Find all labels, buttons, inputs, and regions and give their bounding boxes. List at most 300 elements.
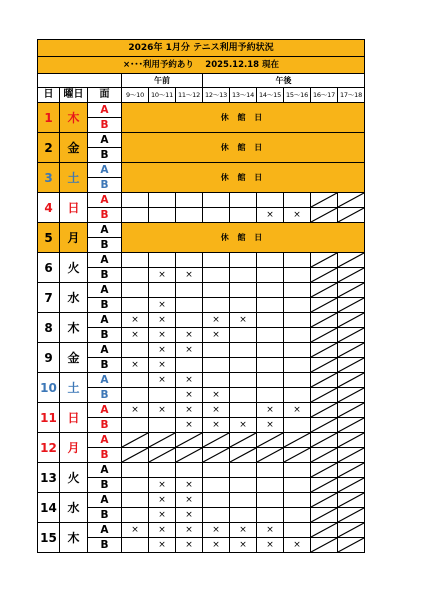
- open-slot: [284, 193, 311, 208]
- open-slot: [122, 208, 149, 223]
- open-slot: [257, 358, 284, 373]
- open-slot: [284, 298, 311, 313]
- court-label: B: [88, 208, 122, 223]
- reservation-sheet: [37, 39, 365, 553]
- court-label: B: [88, 538, 122, 553]
- day-row: [38, 313, 365, 328]
- day-row: [38, 538, 365, 553]
- time-slot-header: 14～15: [257, 88, 284, 103]
- open-slot: [149, 418, 176, 433]
- open-slot: [203, 268, 230, 283]
- unavailable-slot: [338, 313, 365, 328]
- unavailable-slot: [338, 358, 365, 373]
- day-number: 2: [38, 133, 60, 163]
- unavailable-slot: [203, 433, 230, 448]
- unavailable-slot: [338, 373, 365, 388]
- open-slot: [176, 283, 203, 298]
- unavailable-slot: [311, 523, 338, 538]
- weekday: 月: [60, 223, 88, 253]
- weekday: 土: [60, 373, 88, 403]
- open-slot: [230, 463, 257, 478]
- day-row: [38, 163, 365, 178]
- unavailable-slot: [338, 343, 365, 358]
- court-label: A: [88, 403, 122, 418]
- unavailable-slot: [122, 433, 149, 448]
- court-label: B: [88, 178, 122, 193]
- open-slot: [203, 478, 230, 493]
- title-row: [38, 40, 365, 57]
- open-slot: [257, 313, 284, 328]
- open-slot: [257, 298, 284, 313]
- unavailable-slot: [338, 268, 365, 283]
- closed-day-cell: 休 館 日: [122, 223, 365, 253]
- open-slot: [176, 193, 203, 208]
- unavailable-slot: [338, 193, 365, 208]
- open-slot: [257, 388, 284, 403]
- unavailable-slot: [338, 388, 365, 403]
- open-slot: [284, 358, 311, 373]
- unavailable-slot: [338, 463, 365, 478]
- unavailable-slot: [338, 208, 365, 223]
- unavailable-slot: [338, 493, 365, 508]
- day-row: [38, 103, 365, 118]
- court-label: B: [88, 118, 122, 133]
- reserved-slot: ×: [122, 523, 149, 538]
- open-slot: [257, 343, 284, 358]
- open-slot: [149, 463, 176, 478]
- unavailable-slot: [176, 433, 203, 448]
- weekday: 火: [60, 463, 88, 493]
- reserved-slot: ×: [176, 403, 203, 418]
- reserved-slot: ×: [203, 313, 230, 328]
- reserved-slot: ×: [122, 403, 149, 418]
- open-slot: [203, 208, 230, 223]
- open-slot: [203, 508, 230, 523]
- open-slot: [257, 193, 284, 208]
- day-number: 1: [38, 103, 60, 133]
- reserved-slot: ×: [203, 538, 230, 553]
- unavailable-slot: [230, 433, 257, 448]
- unavailable-slot: [338, 253, 365, 268]
- open-slot: [122, 298, 149, 313]
- reserved-slot: ×: [230, 523, 257, 538]
- court-label: A: [88, 493, 122, 508]
- court-label: B: [88, 148, 122, 163]
- court-label: A: [88, 193, 122, 208]
- court-label: B: [88, 328, 122, 343]
- open-slot: [230, 253, 257, 268]
- court-label: A: [88, 283, 122, 298]
- reserved-slot: ×: [176, 493, 203, 508]
- court-label: B: [88, 508, 122, 523]
- weekday: 金: [60, 343, 88, 373]
- open-slot: [122, 463, 149, 478]
- day-row: [38, 133, 365, 148]
- reserved-slot: ×: [257, 208, 284, 223]
- court-label: B: [88, 298, 122, 313]
- reserved-slot: ×: [284, 208, 311, 223]
- weekday: 水: [60, 493, 88, 523]
- open-slot: [284, 508, 311, 523]
- day-row: [38, 328, 365, 343]
- reserved-slot: ×: [149, 373, 176, 388]
- reserved-slot: ×: [149, 478, 176, 493]
- unavailable-slot: [338, 298, 365, 313]
- day-number: 9: [38, 343, 60, 373]
- unavailable-slot: [311, 283, 338, 298]
- open-slot: [257, 478, 284, 493]
- unavailable-slot: [311, 373, 338, 388]
- day-number: 6: [38, 253, 60, 283]
- open-slot: [257, 253, 284, 268]
- reserved-slot: ×: [176, 388, 203, 403]
- reserved-slot: ×: [149, 298, 176, 313]
- open-slot: [257, 283, 284, 298]
- day-number: 4: [38, 193, 60, 223]
- court-label: A: [88, 343, 122, 358]
- open-slot: [149, 388, 176, 403]
- day-number: 15: [38, 523, 60, 553]
- unavailable-slot: [311, 358, 338, 373]
- day-row: [38, 448, 365, 463]
- open-slot: [230, 478, 257, 493]
- day-row: [38, 298, 365, 313]
- reserved-slot: ×: [203, 388, 230, 403]
- period-row: [38, 74, 365, 88]
- weekday: 日: [60, 403, 88, 433]
- time-slot-header: 12～13: [203, 88, 230, 103]
- open-slot: [203, 358, 230, 373]
- afternoon-header: 午後: [203, 74, 365, 88]
- day-row: [38, 358, 365, 373]
- day-row: [38, 493, 365, 508]
- day-row: [38, 523, 365, 538]
- column-header-row: [38, 88, 365, 103]
- open-slot: [203, 373, 230, 388]
- court-label: A: [88, 433, 122, 448]
- unavailable-slot: [338, 403, 365, 418]
- unavailable-slot: [311, 193, 338, 208]
- reserved-slot: ×: [176, 328, 203, 343]
- unavailable-slot: [311, 208, 338, 223]
- reserved-slot: ×: [149, 523, 176, 538]
- reserved-slot: ×: [203, 403, 230, 418]
- unavailable-slot: [122, 448, 149, 463]
- open-slot: [122, 283, 149, 298]
- reserved-slot: ×: [203, 328, 230, 343]
- page-subtitle: ×･･･利用予約あり 2025.12.18 現在: [38, 57, 365, 74]
- unavailable-slot: [311, 418, 338, 433]
- reserved-slot: ×: [257, 418, 284, 433]
- open-slot: [122, 268, 149, 283]
- day-row: [38, 508, 365, 523]
- day-row: [38, 343, 365, 358]
- weekday: 火: [60, 253, 88, 283]
- weekday: 日: [60, 193, 88, 223]
- open-slot: [230, 373, 257, 388]
- reserved-slot: ×: [176, 508, 203, 523]
- weekday: 土: [60, 163, 88, 193]
- day-row: [38, 373, 365, 388]
- open-slot: [257, 463, 284, 478]
- reserved-slot: ×: [176, 478, 203, 493]
- unavailable-slot: [311, 478, 338, 493]
- reserved-slot: ×: [284, 538, 311, 553]
- open-slot: [176, 463, 203, 478]
- day-row: [38, 478, 365, 493]
- page-title: 2026年 1月分 テニス利用予約状況: [38, 40, 365, 57]
- unavailable-slot: [149, 448, 176, 463]
- unavailable-slot: [311, 313, 338, 328]
- court-label: A: [88, 133, 122, 148]
- weekday: 月: [60, 433, 88, 463]
- day-row: [38, 403, 365, 418]
- court-label: A: [88, 223, 122, 238]
- reservation-table: [37, 39, 365, 553]
- unavailable-slot: [311, 298, 338, 313]
- open-slot: [203, 343, 230, 358]
- day-number: 10: [38, 373, 60, 403]
- open-slot: [149, 193, 176, 208]
- unavailable-slot: [311, 268, 338, 283]
- unavailable-slot: [311, 463, 338, 478]
- unavailable-slot: [338, 478, 365, 493]
- open-slot: [230, 208, 257, 223]
- reserved-slot: ×: [203, 523, 230, 538]
- weekday: 木: [60, 523, 88, 553]
- court-label: A: [88, 523, 122, 538]
- reserved-slot: ×: [230, 418, 257, 433]
- open-slot: [176, 298, 203, 313]
- open-slot: [122, 418, 149, 433]
- day-number: 8: [38, 313, 60, 343]
- subtitle-row: [38, 57, 365, 74]
- open-slot: [203, 493, 230, 508]
- open-slot: [284, 343, 311, 358]
- unavailable-slot: [338, 523, 365, 538]
- open-slot: [284, 373, 311, 388]
- unavailable-slot: [338, 538, 365, 553]
- court-label: A: [88, 253, 122, 268]
- unavailable-slot: [311, 403, 338, 418]
- day-number: 3: [38, 163, 60, 193]
- time-slot-header: 9～10: [122, 88, 149, 103]
- reserved-slot: ×: [230, 538, 257, 553]
- reserved-slot: ×: [176, 373, 203, 388]
- weekday: 木: [60, 313, 88, 343]
- unavailable-slot: [338, 328, 365, 343]
- reserved-slot: ×: [257, 523, 284, 538]
- unavailable-slot: [311, 343, 338, 358]
- unavailable-slot: [257, 448, 284, 463]
- court-label: B: [88, 478, 122, 493]
- reserved-slot: ×: [149, 508, 176, 523]
- day-row: [38, 433, 365, 448]
- day-row: [38, 268, 365, 283]
- day-number: 7: [38, 283, 60, 313]
- open-slot: [284, 523, 311, 538]
- open-slot: [122, 538, 149, 553]
- weekday: 水: [60, 283, 88, 313]
- unavailable-slot: [311, 328, 338, 343]
- reserved-slot: ×: [176, 343, 203, 358]
- closed-day-cell: 休 館 日: [122, 133, 365, 163]
- reserved-slot: ×: [122, 328, 149, 343]
- day-number: 5: [38, 223, 60, 253]
- day-row: [38, 418, 365, 433]
- court-label: B: [88, 238, 122, 253]
- weekday: 木: [60, 103, 88, 133]
- open-slot: [230, 283, 257, 298]
- open-slot: [230, 193, 257, 208]
- day-row: [38, 193, 365, 208]
- open-slot: [149, 283, 176, 298]
- unavailable-slot: [149, 433, 176, 448]
- open-slot: [284, 328, 311, 343]
- reserved-slot: ×: [257, 403, 284, 418]
- unavailable-slot: [176, 448, 203, 463]
- open-slot: [176, 358, 203, 373]
- reserved-slot: ×: [149, 358, 176, 373]
- reserved-slot: ×: [149, 343, 176, 358]
- open-slot: [284, 418, 311, 433]
- day-column-header: 日: [38, 88, 60, 103]
- day-row: [38, 253, 365, 268]
- open-slot: [149, 253, 176, 268]
- time-slot-header: 17～18: [338, 88, 365, 103]
- open-slot: [257, 493, 284, 508]
- unavailable-slot: [311, 388, 338, 403]
- court-label: B: [88, 418, 122, 433]
- reserved-slot: ×: [122, 358, 149, 373]
- open-slot: [122, 478, 149, 493]
- court-label: A: [88, 373, 122, 388]
- open-slot: [122, 343, 149, 358]
- open-slot: [203, 193, 230, 208]
- blank-header: [38, 74, 122, 88]
- reserved-slot: ×: [176, 523, 203, 538]
- open-slot: [257, 268, 284, 283]
- day-row: [38, 388, 365, 403]
- unavailable-slot: [203, 448, 230, 463]
- open-slot: [284, 313, 311, 328]
- court-label: A: [88, 103, 122, 118]
- reserved-slot: ×: [257, 538, 284, 553]
- unavailable-slot: [338, 508, 365, 523]
- court-label: B: [88, 448, 122, 463]
- day-row: [38, 208, 365, 223]
- open-slot: [284, 493, 311, 508]
- open-slot: [122, 253, 149, 268]
- court-label: B: [88, 358, 122, 373]
- closed-day-cell: 休 館 日: [122, 103, 365, 133]
- day-number: 14: [38, 493, 60, 523]
- day-number: 13: [38, 463, 60, 493]
- unavailable-slot: [311, 253, 338, 268]
- unavailable-slot: [311, 448, 338, 463]
- unavailable-slot: [338, 433, 365, 448]
- reserved-slot: ×: [176, 268, 203, 283]
- reserved-slot: ×: [284, 403, 311, 418]
- open-slot: [230, 298, 257, 313]
- day-number: 11: [38, 403, 60, 433]
- open-slot: [230, 328, 257, 343]
- open-slot: [230, 388, 257, 403]
- open-slot: [176, 253, 203, 268]
- open-slot: [203, 283, 230, 298]
- reserved-slot: ×: [176, 538, 203, 553]
- open-slot: [203, 253, 230, 268]
- closed-day-cell: 休 館 日: [122, 163, 365, 193]
- open-slot: [122, 508, 149, 523]
- time-slot-header: 13～14: [230, 88, 257, 103]
- court-label: A: [88, 163, 122, 178]
- reserved-slot: ×: [149, 268, 176, 283]
- reserved-slot: ×: [149, 538, 176, 553]
- morning-header: 午前: [122, 74, 203, 88]
- reserved-slot: ×: [122, 313, 149, 328]
- open-slot: [230, 268, 257, 283]
- unavailable-slot: [338, 418, 365, 433]
- unavailable-slot: [311, 493, 338, 508]
- unavailable-slot: [284, 448, 311, 463]
- reserved-slot: ×: [149, 493, 176, 508]
- reserved-slot: ×: [149, 328, 176, 343]
- open-slot: [284, 283, 311, 298]
- open-slot: [257, 373, 284, 388]
- unavailable-slot: [338, 448, 365, 463]
- day-number: 12: [38, 433, 60, 463]
- open-slot: [284, 268, 311, 283]
- court-label: A: [88, 313, 122, 328]
- unavailable-slot: [311, 508, 338, 523]
- open-slot: [230, 358, 257, 373]
- open-slot: [257, 508, 284, 523]
- open-slot: [230, 403, 257, 418]
- open-slot: [149, 208, 176, 223]
- day-row: [38, 223, 365, 238]
- court-label: A: [88, 463, 122, 478]
- weekday-column-header: 曜日: [60, 88, 88, 103]
- open-slot: [176, 208, 203, 223]
- time-slot-header: 11～12: [176, 88, 203, 103]
- open-slot: [203, 298, 230, 313]
- open-slot: [284, 478, 311, 493]
- open-slot: [257, 328, 284, 343]
- open-slot: [230, 508, 257, 523]
- open-slot: [122, 388, 149, 403]
- unavailable-slot: [338, 283, 365, 298]
- unavailable-slot: [311, 433, 338, 448]
- reserved-slot: ×: [149, 313, 176, 328]
- reserved-slot: ×: [176, 418, 203, 433]
- open-slot: [230, 343, 257, 358]
- time-slot-header: 10～11: [149, 88, 176, 103]
- weekday: 金: [60, 133, 88, 163]
- open-slot: [284, 463, 311, 478]
- court-label: B: [88, 388, 122, 403]
- open-slot: [176, 313, 203, 328]
- day-row: [38, 283, 365, 298]
- unavailable-slot: [311, 538, 338, 553]
- open-slot: [284, 253, 311, 268]
- open-slot: [122, 373, 149, 388]
- unavailable-slot: [284, 433, 311, 448]
- unavailable-slot: [257, 433, 284, 448]
- reserved-slot: ×: [149, 403, 176, 418]
- unavailable-slot: [230, 448, 257, 463]
- open-slot: [284, 388, 311, 403]
